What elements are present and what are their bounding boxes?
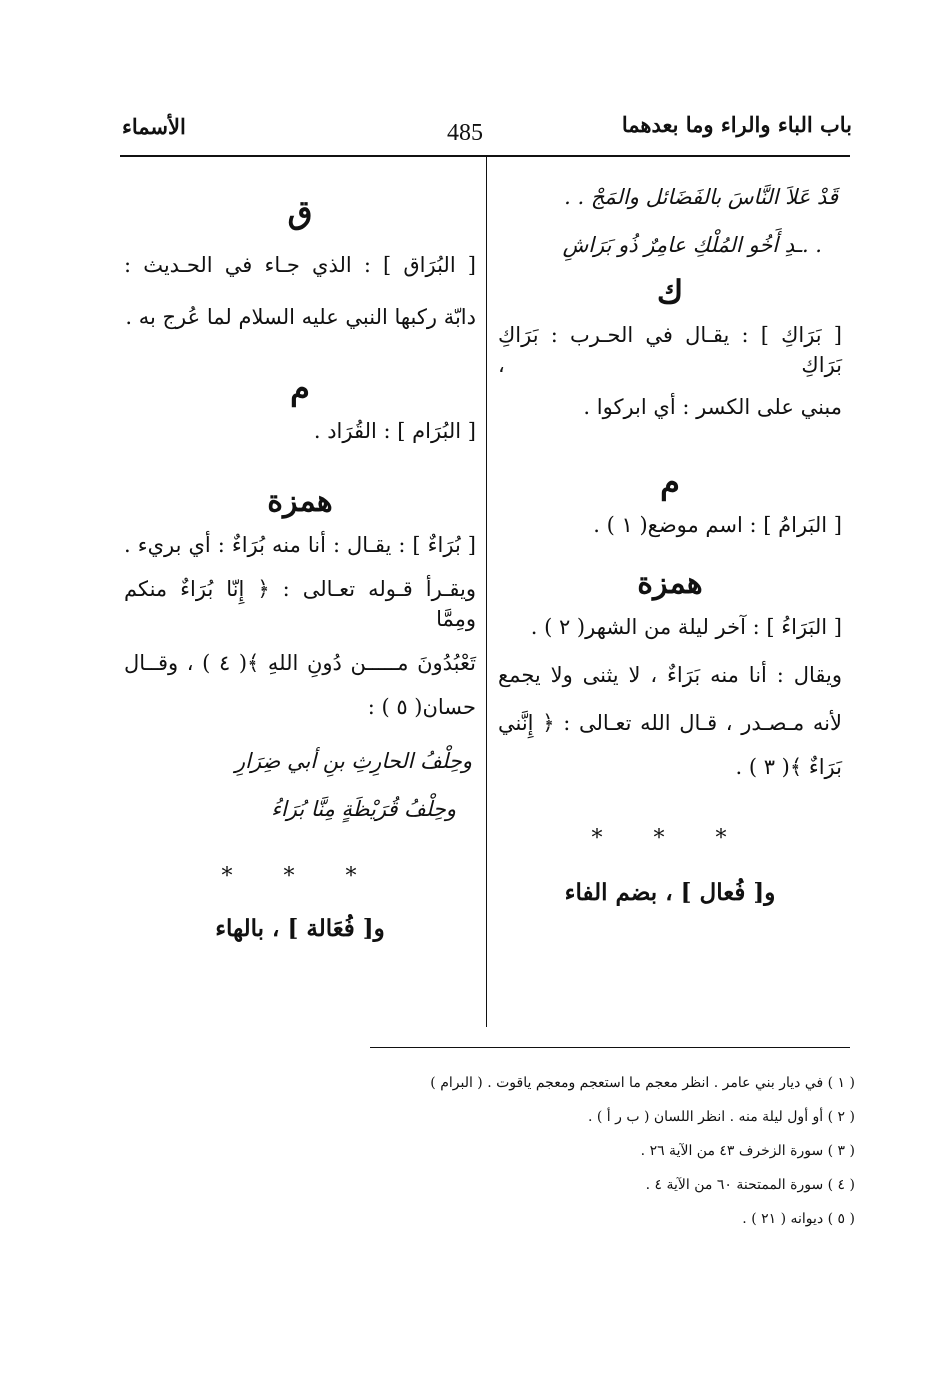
section-separator-stars: * * * [221, 864, 379, 889]
footnote-4: ( ٤ ) سورة الممتحنة ٦٠ من الآية ٤ . [645, 1177, 855, 1193]
entry-buraq-line-1: [ البُرَاق ] : الذي جـاء في الحـديث : [124, 253, 476, 277]
verse-line-2: . .ـدِ أَخُو المُلْكِ عامِرٌ ذُو بَرَاشِ [562, 233, 822, 257]
pattern-heading-fuala: و[ فُعَالة ] ، بالهاء [215, 915, 385, 942]
entry-buraa-line-3: تَعْبُدُونَ مـــــن دُونِ اللهِ ﴾( ٤ ) ، وقــال [124, 651, 476, 675]
entry-barak-line-2: مبني على الكسر : أي ابركوا . [583, 395, 842, 419]
entry-baraa-line-3: لأنه مـصـدر ، قـال الله تعـالى : ﴿ إِنَّني [498, 711, 842, 735]
letter-heading-qaf: ق [287, 193, 313, 231]
letter-heading-mim: م [290, 369, 310, 407]
entry-buraa-line-4: حسان( ٥ ) : [367, 695, 476, 719]
running-head-section: الأسماء [122, 114, 186, 139]
footnotes [255, 1066, 855, 1236]
page-number: 485 [447, 120, 483, 146]
section-heading-hamza: همزة [267, 484, 333, 519]
entry-buram: [ البُرَام ] : القُرَاد . [313, 419, 476, 443]
entry-buraq-line-2: دابّة ركبها النبي عليه السلام لما عُرج به . [125, 305, 476, 329]
poem-line-2: وحِلْفُ قُرَيْظَةٍ مِنَّا بُرَاءُ [271, 797, 456, 821]
footnote-2: ( ٢ ) أو أول ليلة منه . انظر اللسان ( ب ر أ ) . [587, 1109, 855, 1125]
pattern-heading-fual: و[ فُعال ] ، بضم الفاء [564, 879, 776, 906]
verse-line-1: قَدْ عَلاَ النَّاسَ بالفَضَائل والمَجْ . . [564, 185, 838, 209]
entry-baraa-line-4: بَرَاءٌ ﴾( ٣ ) . [735, 755, 842, 779]
section-separator-stars: * * * [591, 826, 749, 851]
running-head-chapter: باب الباء والراء وما بعدهما [621, 112, 852, 137]
footnote-rule [370, 1047, 850, 1048]
entry-baram: [ البَرامُ ] : اسم موضع( ١ ) . [593, 513, 842, 537]
poem-line-1: وحِلْفُ الحارِثِ بنِ أبي ضِرَارِ [234, 749, 472, 773]
footnote-5: ( ٥ ) ديوانه ( ٢١ ) . [742, 1211, 855, 1227]
letter-heading-kaf: ك [656, 273, 684, 311]
footnote-3: ( ٣ ) سورة الزخرف ٤٣ من الآية ٢٦ . [640, 1143, 855, 1159]
footnote-1: ( ١ ) في ديار بني عامر . انظر معجم ما استعجم ومعجم ياقوت . ( البرام ) [430, 1075, 855, 1091]
entry-baraa-line-1: [ البَرَاءُ ] : آخر ليلة من الشهر( ٢ ) . [530, 615, 842, 639]
entry-buraa-line-1: [ بُرَاءٌ ] : يقـال : أنا منه بُرَاءٌ : أي بريء . [124, 533, 476, 557]
entry-barak-line-1: [ بَرَاكِ ] : يقـال في الحـرب : بَرَاكِ بَرَاكِ ، [498, 323, 842, 377]
header-rule [120, 155, 850, 157]
section-heading-hamza: همزة [637, 566, 703, 601]
left-column [124, 182, 476, 946]
letter-heading-mim: م [660, 463, 680, 501]
entry-buraa-line-2: ويقـرأ قـوله تعـالى : ﴿ إِنّا بُرَاءٌ منكم ومِمَّا [124, 577, 476, 631]
entry-baraa-line-2: ويقال : أنا منه بَرَاءٌ ، لا يثنى ولا يجمع [498, 663, 842, 687]
column-divider [486, 157, 487, 1027]
right-column [498, 182, 842, 910]
